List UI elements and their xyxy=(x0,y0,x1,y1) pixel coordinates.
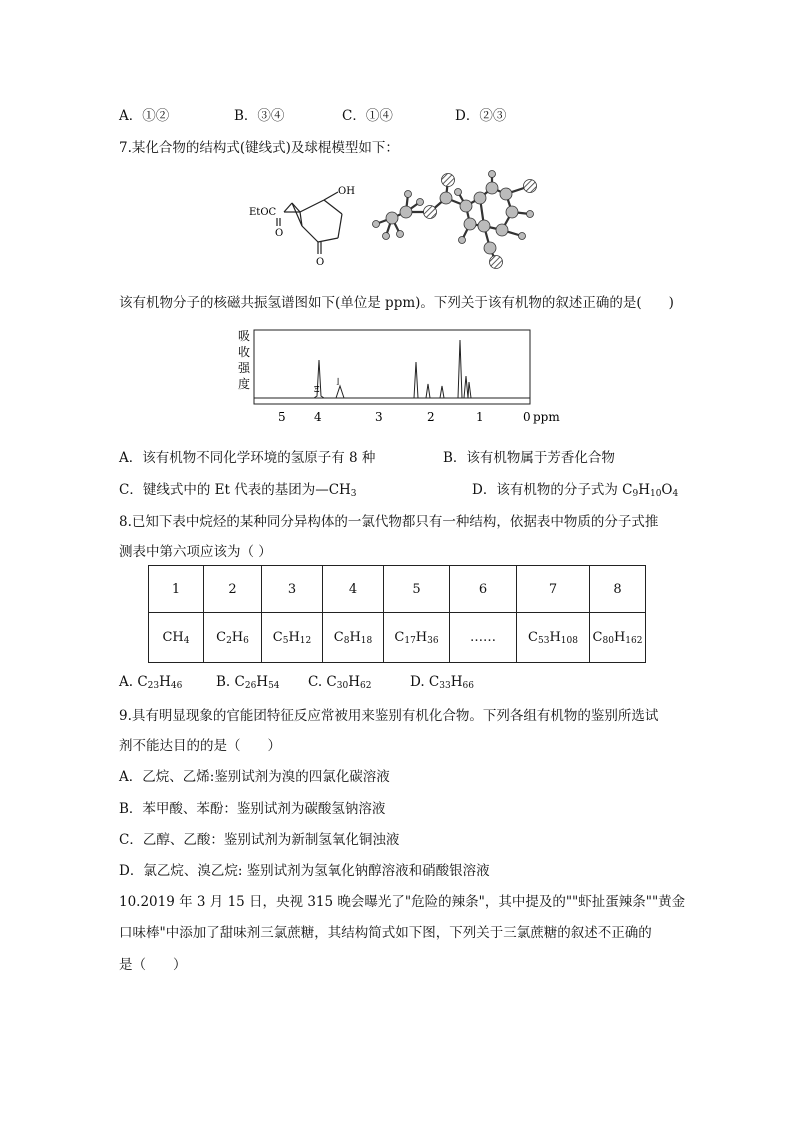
structure-label-oh: OH xyxy=(338,186,355,197)
q10-line-2: 口味棒"中添加了甜味剂三氯蔗糖，其结构简式如下图，下列关于三氯蔗糖的叙述不正确的 xyxy=(119,925,652,941)
ball-and-stick-model xyxy=(362,168,552,272)
formula-cell: $CH_4$ xyxy=(149,613,204,663)
formula-cell: …… xyxy=(450,613,517,663)
q9-option-c: C．乙醇、乙酸：鉴别试剂为新制氢氧化铜浊液 xyxy=(119,832,400,848)
table-row xyxy=(149,613,646,663)
q9-option-b: B．苯甲酸、苯酚：鉴别试剂为碳酸氢钠溶液 xyxy=(119,801,386,817)
nmr-tick-4: 4 xyxy=(314,410,322,424)
q7-stem: 7.某化合物的结构式(键线式)及球棍模型如下： xyxy=(119,140,399,156)
nmr-ylabel-1: 吸 xyxy=(238,329,251,343)
structure-label-ester-o: O xyxy=(275,228,284,239)
q9-option-a: A．乙烷、乙烯:鉴别试剂为溴的四氯化碳溶液 xyxy=(119,769,390,785)
q7-option-a: A．该有机物不同化学环境的氢原子有 8 种 xyxy=(119,450,376,466)
nmr-ylabel-3: 强 xyxy=(238,361,251,375)
q8-option-a: A. $C_{23}H_{46}$ xyxy=(119,674,183,691)
q8-option-d: D. $C_{33}H_{66}$ xyxy=(410,674,474,691)
table-header-row xyxy=(149,566,646,613)
table-header-cell: 2 xyxy=(204,566,262,613)
skeletal-structure-figure xyxy=(246,180,366,270)
formula-cell: $C_{80}H_{162}$ xyxy=(590,613,646,663)
table-header-cell: 5 xyxy=(384,566,450,613)
nmr-unit: ppm xyxy=(533,410,560,424)
q8-stem-2: 测表中第六项应该为（ ） xyxy=(119,544,272,560)
q9-stem-1: 9.具有明显现象的官能团特征反应常被用来鉴别有机化合物。下列各组有机物的鉴别所选试 xyxy=(119,708,659,724)
formula-cell: $C_5H_{12}$ xyxy=(262,613,323,663)
formula-cell: $C_{17}H_{36}$ xyxy=(384,613,450,663)
nmr-tick-0: 0 xyxy=(523,410,531,424)
q6-option-a: A．①② xyxy=(119,108,170,124)
q8-option-c: C. $C_{30}H_{62}$ xyxy=(308,674,372,691)
nmr-ylabel-2: 收 xyxy=(238,345,251,359)
nmr-frame xyxy=(254,330,530,404)
nmr-tick-2: 2 xyxy=(427,410,435,424)
q6-option-b: B．③④ xyxy=(234,108,285,124)
q8-option-b: B. $C_{26}H_{54}$ xyxy=(216,674,280,691)
nmr-spectrum xyxy=(228,322,568,430)
nmr-tick-3: 3 xyxy=(375,410,383,424)
formula-cell: $C_2H_6$ xyxy=(204,613,262,663)
q10-line-1: 10.2019 年 3 月 15 日，央视 315 晚会曝光了"危险的辣条"，其中提及的""虾扯蛋辣条""黄金 xyxy=(119,894,686,910)
q10-line-3: 是（ ） xyxy=(119,957,187,973)
formula-cell: $C_{53}H_{108}$ xyxy=(517,613,590,663)
structure-label-ketone-o: O xyxy=(316,257,325,268)
nmr-ylabel-4: 度 xyxy=(238,377,251,391)
q7-stem-2: 该有机物分子的核磁共振氢谱图如下(单位是 ppm)。下列关于该有机物的叙述正确的是( ) xyxy=(119,295,674,311)
q9-option-d: D．氯乙烷、溴乙烷: 鉴别试剂为氢氧化钠醇溶液和硝酸银溶液 xyxy=(119,863,490,879)
svg-text:⌋: ⌋ xyxy=(336,377,340,386)
q7-option-d: D．该有机物的分子式为 $C_9H_{10}O_4$ xyxy=(472,482,679,499)
q6-option-c: C．①④ xyxy=(342,108,393,124)
table-header-cell: 7 xyxy=(517,566,590,613)
nmr-tick-1: 1 xyxy=(476,410,484,424)
structure-label-etooc: EtOC xyxy=(249,207,277,218)
table-header-cell: 1 xyxy=(149,566,204,613)
q8-stem-1: 8.已知下表中烷烃的某种同分异构体的一氯代物都只有一种结构，依据表中物质的分子式推 xyxy=(119,514,659,530)
svg-text:Ξ: Ξ xyxy=(314,385,320,394)
q6-option-d: D．②③ xyxy=(455,108,507,124)
table-header-cell: 3 xyxy=(262,566,323,613)
nmr-tick-5: 5 xyxy=(278,410,286,424)
table-header-cell: 4 xyxy=(323,566,384,613)
alkane-table xyxy=(148,565,646,663)
q9-stem-2: 剂不能达目的的是（ ） xyxy=(119,738,281,754)
table-header-cell: 6 xyxy=(450,566,517,613)
table-header-cell: 8 xyxy=(590,566,646,613)
q7-option-b: B．该有机物属于芳香化合物 xyxy=(443,450,615,466)
q7-option-c: C．键线式中的 Et 代表的基团为$—CH_3$ xyxy=(119,482,357,499)
formula-cell: $C_8H_{18}$ xyxy=(323,613,384,663)
